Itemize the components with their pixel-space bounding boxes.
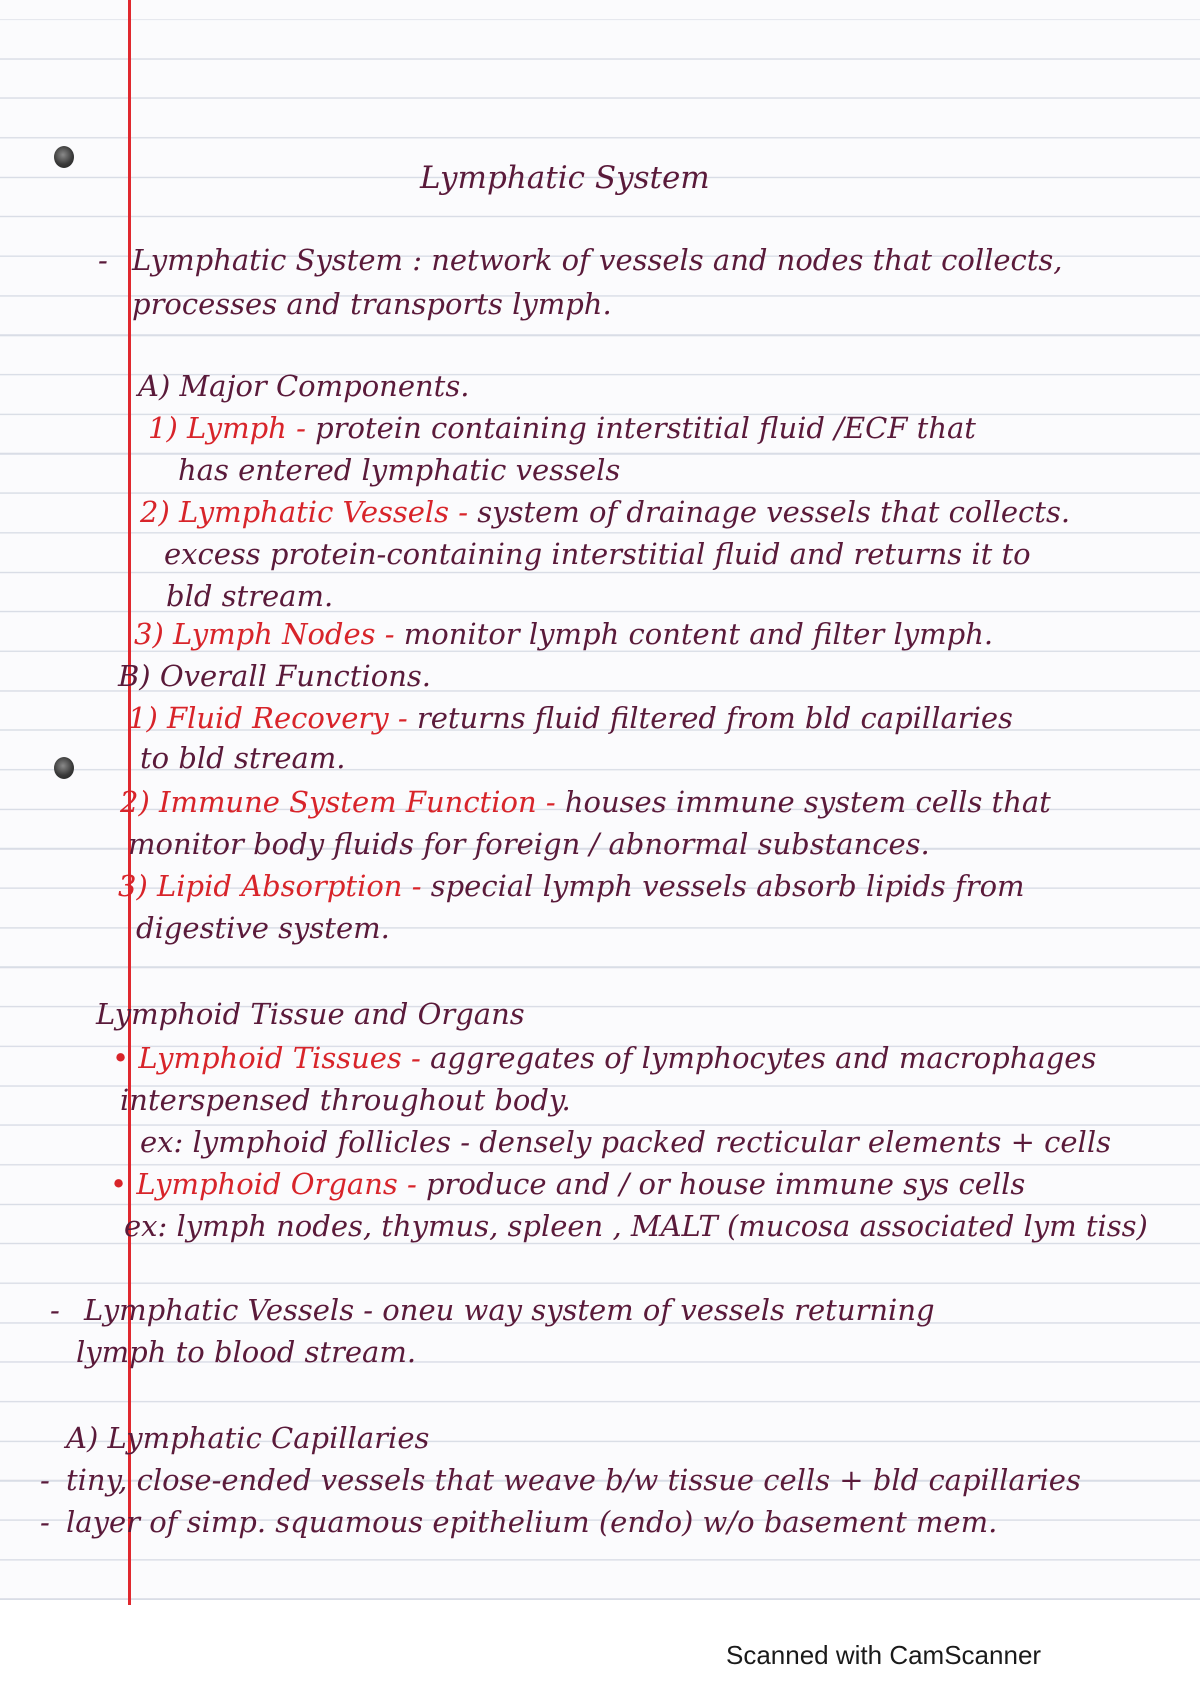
fluid-recovery-line-1 — [128, 700, 1013, 736]
lymph-line-1 — [148, 410, 976, 446]
page-title: Lymphatic System — [420, 160, 710, 196]
immune-function-line-2: monitor body fluids for foreign / abnormal substances. — [128, 827, 930, 861]
vessels-bullet: - — [50, 1293, 60, 1327]
lipid-absorption-term: 3) Lipid Absorption - — [118, 869, 422, 903]
immune-function-text-1: houses immune system cells that — [564, 785, 1051, 819]
lipid-absorption-text-1: special lymph vessels absorb lipids from — [430, 869, 1025, 903]
lymphoid-tissues-line-2: interspensed throughout body. — [120, 1083, 571, 1117]
lymphatic-vessels-line-1 — [140, 494, 1070, 530]
capillaries-line-1: tiny, close-ended vessels that weave b/w tissue cells + bld capillaries — [66, 1463, 1081, 1497]
lymphoid-heading: Lymphoid Tissue and Organs — [96, 997, 525, 1031]
binder-hole-middle — [54, 757, 74, 779]
capillaries-bullet-2: - — [40, 1505, 50, 1539]
fluid-recovery-text-1: returns fluid filtered from bld capillaries — [416, 701, 1013, 735]
scanner-watermark: Scanned with CamScanner — [726, 1640, 1042, 1670]
fluid-recovery-line-2: to bld stream. — [140, 741, 346, 775]
major-components-heading: A) Major Components. — [138, 369, 470, 403]
lymphoid-organs-term: • Lymphoid Organs - — [110, 1167, 417, 1201]
fluid-recovery-term: 1) Fluid Recovery - — [128, 701, 408, 735]
lymph-nodes-line — [134, 616, 993, 652]
lymphoid-tissues-text-1: aggregates of lymphocytes and macrophages — [430, 1041, 1097, 1075]
lymph-text-1: protein containing interstitial fluid /ECF that — [315, 411, 976, 445]
lymphoid-tissues-line-1 — [112, 1040, 1096, 1076]
lipid-absorption-line-1 — [118, 868, 1025, 904]
intro-bullet: - — [98, 243, 108, 277]
vessels-line-2: lymph to blood stream. — [76, 1335, 417, 1369]
overall-functions-heading: B) Overall Functions. — [118, 659, 431, 693]
lymphoid-organs-example: ex: lymph nodes, thymus, spleen , MALT (mucosa associated lym tiss) — [124, 1209, 1148, 1243]
intro-term: Lymphatic System : — [132, 243, 422, 277]
intro-text-1: network of vessels and nodes that collects, — [431, 243, 1063, 277]
lymphatic-vessels-term: 2) Lymphatic Vessels - — [140, 495, 469, 529]
lymphoid-tissues-term: • Lymphoid Tissues - — [112, 1041, 421, 1075]
binder-hole-top — [54, 146, 74, 168]
intro-line-2: processes and transports lymph. — [132, 287, 612, 321]
intro-line-1 — [132, 242, 1063, 278]
lymph-nodes-text: monitor lymph content and filter lymph. — [403, 617, 994, 651]
lymph-nodes-term: 3) Lymph Nodes - — [134, 617, 395, 651]
lymphoid-organs-text-1: produce and / or house immune sys cells — [426, 1167, 1026, 1201]
capillaries-bullet-1: - — [40, 1463, 50, 1497]
lymphoid-tissues-example: ex: lymphoid follicles - densely packed recticular elements + cells — [140, 1125, 1111, 1159]
lymphatic-vessels-line-3: bld stream. — [166, 579, 334, 613]
lymphatic-vessels-text-1: system of drainage vessels that collects. — [477, 495, 1071, 529]
capillaries-heading: A) Lymphatic Capillaries — [66, 1421, 430, 1455]
immune-function-term: 2) Immune System Function - — [120, 785, 556, 819]
capillaries-line-2: layer of simp. squamous epithelium (endo) w/o basement mem. — [66, 1505, 998, 1539]
lymphoid-organs-line-1 — [110, 1166, 1025, 1202]
immune-function-line-1 — [120, 784, 1051, 820]
vessels-line-1: Lymphatic Vessels - oneu way system of vessels returning — [84, 1293, 935, 1327]
lymph-term: 1) Lymph - — [148, 411, 306, 445]
lymph-line-2: has entered lymphatic vessels — [178, 453, 621, 487]
lipid-absorption-line-2: digestive system. — [136, 911, 390, 945]
lymphatic-vessels-line-2: excess protein-containing interstitial fluid and returns it to — [164, 537, 1031, 571]
